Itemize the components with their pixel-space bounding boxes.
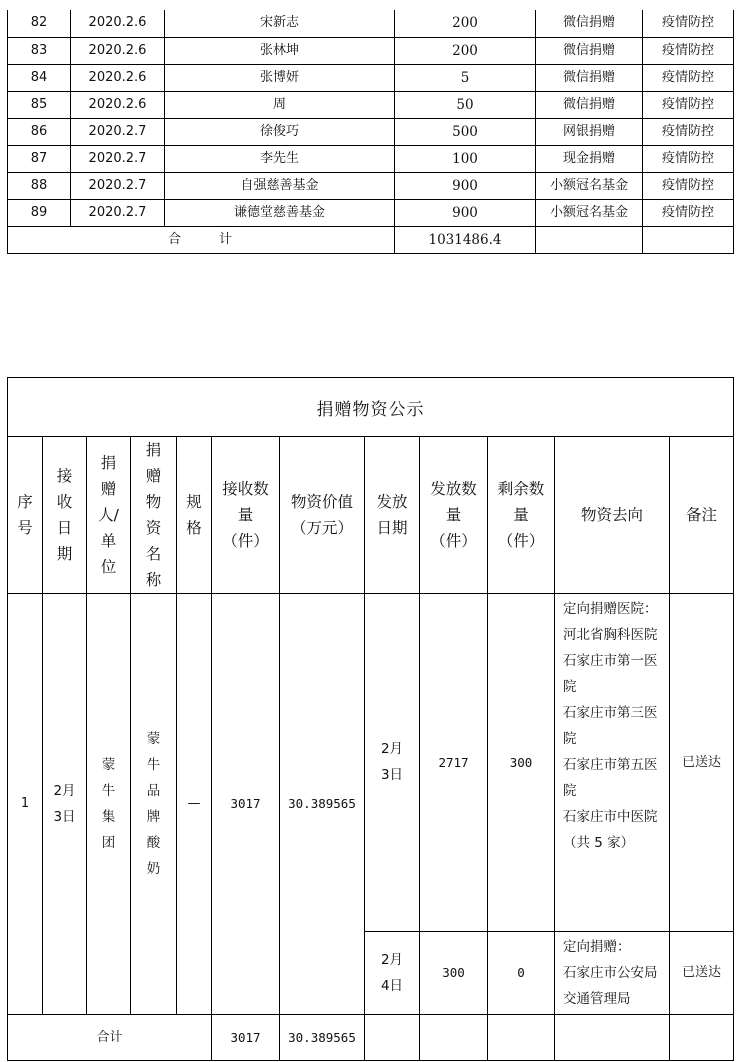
goods-total-blank [420,1015,488,1061]
table-row [8,64,734,91]
row-no: 89 [8,199,71,226]
cash-total-blank-1 [536,226,643,253]
header-remain-qty: 剩余数量（件） [488,437,555,594]
cash-total-amount: 1031486.4 [395,226,536,253]
cash-total-blank-2 [643,226,734,253]
header-value: 物资价值（万元） [280,437,365,594]
table-row [8,145,734,172]
cash-donation-table [7,10,734,254]
row-date: 2020.2.7 [71,199,165,226]
header-dist-qty: 发放数量（件） [420,437,488,594]
dist-1-remark: 已送达 [670,594,734,932]
header-remark: 备注 [670,437,734,594]
table-row [8,172,734,199]
row-purpose: 疫情防控 [643,199,734,226]
header-dist-date: 发放日期 [365,437,420,594]
row-purpose: 疫情防控 [643,91,734,118]
goods-total-blank [670,1015,734,1061]
cash-total-row [8,226,734,253]
row-method: 微信捐赠 [536,91,643,118]
destination-line: 石家庄市公安局交通管理局 [563,965,658,1007]
row-donor: 谦德堂慈善基金 [165,199,395,226]
record-no: 1 [8,594,43,1015]
goods-record-row [8,594,734,932]
row-method: 微信捐赠 [536,37,643,64]
row-purpose: 疫情防控 [643,37,734,64]
record-donor: 蒙牛集团 [87,594,131,1015]
goods-title-row [8,378,734,437]
row-amount: 900 [395,172,536,199]
header-donor: 捐赠人/单位 [87,437,131,594]
row-donor: 张林坤 [165,37,395,64]
goods-total-label: 合计 [8,1015,212,1061]
header-recv-qty: 接收数量（件） [212,437,280,594]
destination-line: 石家庄市第三医院 [563,705,658,747]
row-no: 83 [8,37,71,64]
cash-table-body [8,10,734,226]
goods-donation-table [7,377,734,1061]
table-row [8,118,734,145]
row-donor: 周 [165,91,395,118]
row-method: 微信捐赠 [536,10,643,37]
destination-line: 石家庄市第五医院 [563,757,658,799]
dist-2-date: 2月4日 [365,932,420,1015]
row-no: 88 [8,172,71,199]
destination-line: 石家庄市中医院 [563,809,658,825]
destination-line: 定向捐赠： [563,939,631,955]
dist-1-qty: 2717 [420,594,488,932]
destination-line: 河北省胸科医院 [563,627,658,643]
goods-total-blank [365,1015,420,1061]
row-purpose: 疫情防控 [643,64,734,91]
header-name: 捐赠物资名称 [131,437,177,594]
row-no: 85 [8,91,71,118]
row-amount: 200 [395,37,536,64]
goods-total-value: 30.389565 [280,1015,365,1061]
destination-line: 定向捐赠医院： [563,601,658,617]
table-row [8,10,734,37]
row-no: 87 [8,145,71,172]
row-date: 2020.2.6 [71,64,165,91]
row-method: 微信捐赠 [536,64,643,91]
dist-1-date: 2月3日 [365,594,420,932]
row-donor: 自强慈善基金 [165,172,395,199]
table-row [8,37,734,64]
row-no: 86 [8,118,71,145]
row-amount: 5 [395,64,536,91]
dist-1-destination [555,594,670,932]
header-spec: 规格 [177,437,212,594]
table-row [8,199,734,226]
row-donor: 张博妍 [165,64,395,91]
dist-1-remain: 300 [488,594,555,932]
row-date: 2020.2.6 [71,10,165,37]
dist-2-destination [555,932,670,1015]
row-amount: 50 [395,91,536,118]
destination-line: （共 5 家） [563,835,635,851]
row-amount: 100 [395,145,536,172]
goods-total-recv-qty: 3017 [212,1015,280,1061]
row-method: 网银捐赠 [536,118,643,145]
row-purpose: 疫情防控 [643,172,734,199]
cash-total-label: 合 计 [8,226,395,253]
row-date: 2020.2.7 [71,145,165,172]
table-row [8,91,734,118]
dist-2-remark: 已送达 [670,932,734,1015]
goods-table-title: 捐赠物资公示 [8,378,734,437]
row-method: 小额冠名基金 [536,172,643,199]
dist-2-qty: 300 [420,932,488,1015]
row-donor: 李先生 [165,145,395,172]
record-recv-date: 2月3日 [43,594,87,1015]
row-amount: 500 [395,118,536,145]
header-destination: 物资去向 [555,437,670,594]
row-method: 现金捐赠 [536,145,643,172]
row-amount: 900 [395,199,536,226]
goods-header-row [8,437,734,594]
row-donor: 宋新志 [165,10,395,37]
row-purpose: 疫情防控 [643,10,734,37]
row-purpose: 疫情防控 [643,118,734,145]
header-recv-date: 接收日期 [43,437,87,594]
row-amount: 200 [395,10,536,37]
header-no: 序号 [8,437,43,594]
record-value: 30.389565 [280,594,365,1015]
row-donor: 徐俊巧 [165,118,395,145]
row-no: 84 [8,64,71,91]
row-method: 小额冠名基金 [536,199,643,226]
destination-line: 石家庄市第一医院 [563,653,658,695]
goods-total-blank [555,1015,670,1061]
dist-2-remain: 0 [488,932,555,1015]
record-name: 蒙牛品牌酸奶 [131,594,177,1015]
record-spec: — [177,594,212,1015]
row-no: 82 [8,10,71,37]
row-date: 2020.2.6 [71,37,165,64]
row-purpose: 疫情防控 [643,145,734,172]
row-date: 2020.2.7 [71,172,165,199]
row-date: 2020.2.6 [71,91,165,118]
row-date: 2020.2.7 [71,118,165,145]
goods-total-blank [488,1015,555,1061]
goods-total-row [8,1015,734,1061]
record-recv-qty: 3017 [212,594,280,1015]
